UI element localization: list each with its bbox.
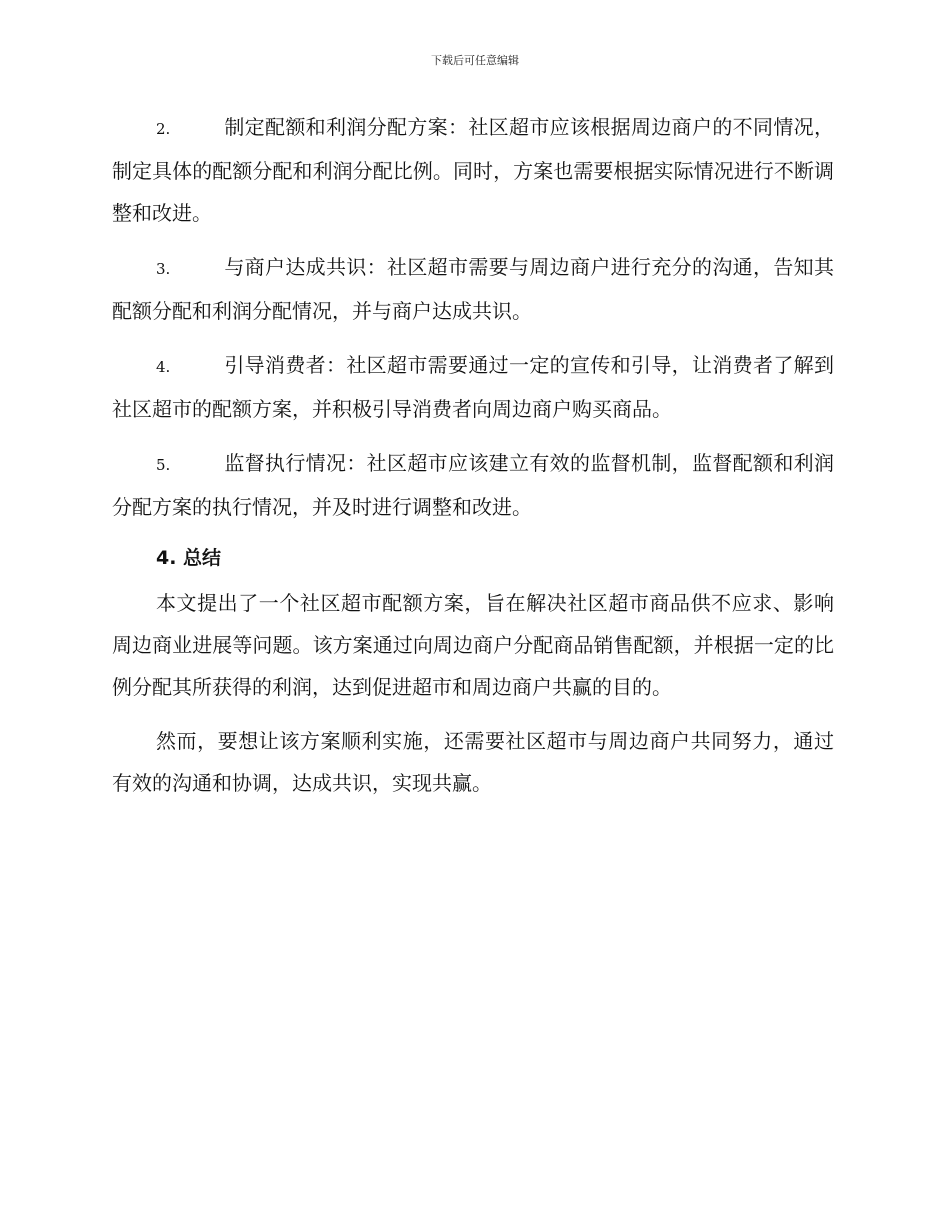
list-item-number: 2. [156,120,171,138]
list-item-text: 制定配额和利润分配方案：社区超市应该根据周边商户的不同情况，制定具体的配额分配和利润分配比例。同时，方案也需要根据实际情况进行不断调整和改进。 [112,115,834,225]
list-item-text: 引导消费者：社区超市需要通过一定的宣传和引导，让消费者了解到社区超市的配额方案，并积极引导消费者向周边商户购买商品。 [112,353,834,421]
list-item-number: 3. [156,260,171,278]
list-item [112,246,834,332]
list-item [112,106,834,234]
page-header: 下载后可任意编辑 [431,54,519,67]
summary-paragraph: 然而，要想让该方案顺利实施，还需要社区超市与周边商户共同努力，通过有效的沟通和协调，达成共识，实现共赢。 [112,729,834,795]
list-item-text: 监督执行情况：社区超市应该建立有效的监督机制，监督配额和利润分配方案的执行情况，并及时进行调整和改进。 [112,451,834,519]
summary-paragraph: 本文提出了一个社区超市配额方案，旨在解决社区超市商品供不应求、影响周边商业进展等问题。该方案通过向周边商户分配商品销售配额，并根据一定的比例分配其所获得的利润，达到促进超市和周边商户共赢的目的。 [112,591,834,699]
list-item [112,442,834,528]
list-item-number: 5. [156,456,171,474]
list-item-text: 与商户达成共识：社区超市需要与周边商户进行充分的沟通，告知其配额分配和利润分配情况，并与商户达成共识。 [112,255,834,323]
list-item-number: 4. [156,358,171,376]
section-heading: 4. 总结 [156,547,222,569]
list-item [112,344,834,430]
document-body [112,106,834,816]
